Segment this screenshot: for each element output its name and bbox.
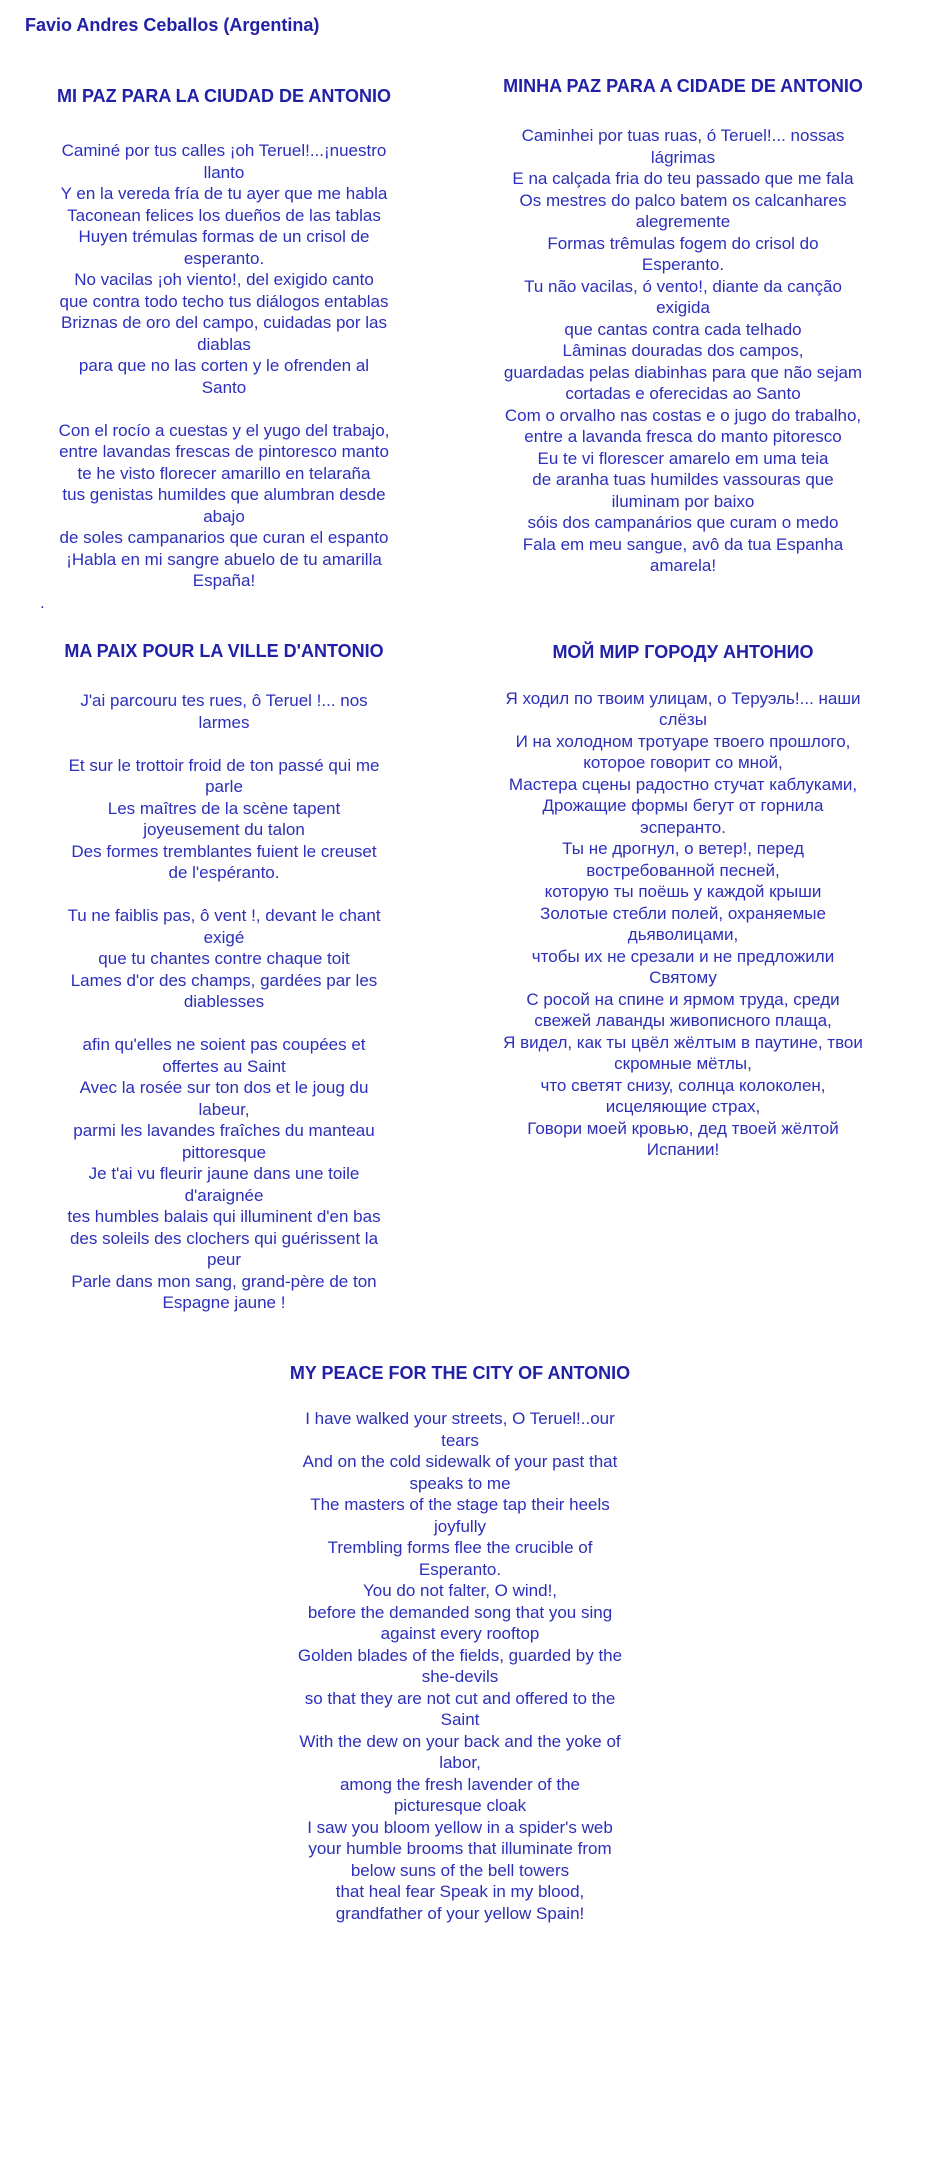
poem-line: You do not falter, O wind!, bbox=[362, 1581, 558, 1600]
poem-line: des soleils des clochers qui guérissent la bbox=[69, 1228, 379, 1248]
poem-line: Я видел, как ты цвёл жёлтым в паутине, твои bbox=[503, 1032, 863, 1052]
poem-line bbox=[28, 884, 420, 906]
poem-line: Tu não vacilas, ó vento!, diante da canção bbox=[524, 276, 842, 296]
poem-line: свежей лаванды живописного плаща, bbox=[534, 1011, 832, 1030]
poem-line: para que no las corten y le ofrenden al bbox=[78, 356, 370, 375]
poem-line: The masters of the stage tap their heels bbox=[310, 1495, 610, 1514]
poem-line: Huyen trémulas formas de un crisol de bbox=[78, 227, 370, 246]
poem-line: ¡Habla en mi sangre abuelo de tu amarilla bbox=[66, 549, 382, 569]
poem-line: afin qu'elles ne soient pas coupées et bbox=[82, 1035, 366, 1054]
poem-line: llanto bbox=[203, 162, 245, 182]
poem-line: peur bbox=[206, 1250, 242, 1269]
poem-line: labor, bbox=[439, 1753, 481, 1772]
poem-line: iluminam por baixo bbox=[611, 491, 755, 511]
poem-line: entre lavandas frescas de pintoresco manto bbox=[59, 442, 389, 461]
poem-line: Esperanto. bbox=[641, 255, 725, 274]
poem-line: exigida bbox=[656, 298, 710, 317]
poem-line: I have walked your streets, O Teruel!..our bbox=[305, 1409, 615, 1428]
poem-line bbox=[28, 733, 420, 755]
poem-russian-body bbox=[483, 688, 883, 1161]
poem-line: que tu chantes contre chaque toit bbox=[98, 949, 350, 968]
author-line: Favio Andres Ceballos (Argentina) bbox=[25, 15, 320, 35]
poem-line: parle bbox=[205, 777, 243, 796]
poem-line: I saw you bloom yellow in a spider's web bbox=[307, 1817, 613, 1837]
poem-line: Com o orvalho nas costas e o jugo do trabalho, bbox=[504, 405, 862, 425]
poem-line: te he visto florecer amarillo en telaraña bbox=[77, 463, 371, 483]
poem-line: d'araignée bbox=[184, 1185, 264, 1205]
poem-line: Lâminas douradas dos campos, bbox=[562, 341, 804, 360]
poem-line: Caminhei por tuas ruas, ó Teruel!... nossas bbox=[521, 126, 845, 145]
spanish-trailing-period: . bbox=[40, 592, 45, 612]
poem-line: amarela! bbox=[649, 556, 717, 575]
poem-english-body bbox=[250, 1408, 670, 1924]
poem-line: дьяволицами, bbox=[627, 925, 739, 944]
poem-line: joyfully bbox=[434, 1516, 486, 1536]
poem-line: pittoresque bbox=[181, 1142, 267, 1162]
poem-spanish-body bbox=[28, 140, 420, 592]
poem-line: Avec la rosée sur ton dos et le joug du bbox=[79, 1078, 369, 1097]
poem-line: diablas bbox=[197, 334, 251, 354]
poem-line: J'ai parcouru tes rues, ô Teruel !... nos bbox=[80, 691, 368, 710]
poem-line: that heal fear Speak in my blood, bbox=[335, 1882, 585, 1901]
poem-line: que contra todo techo tus diálogos entablas bbox=[59, 291, 389, 311]
poem-line: below suns of the bell towers bbox=[350, 1860, 570, 1880]
poem-line: esperanto. bbox=[183, 248, 265, 268]
poem-line: speaks to me bbox=[409, 1473, 511, 1493]
poem-line: востребованной песней, bbox=[586, 860, 780, 880]
poem-line: que cantas contra cada telhado bbox=[564, 319, 802, 339]
poem-line: she-devils bbox=[421, 1667, 499, 1686]
poem-line: Et sur le trottoir froid de ton passé qui me bbox=[68, 755, 380, 775]
poem-line: Je t'ai vu fleurir jaune dans une toile bbox=[88, 1164, 360, 1183]
poem-line: чтобы их не срезали и не предложили bbox=[531, 946, 835, 966]
poem-line: эсперанто. bbox=[640, 817, 726, 837]
poem-line: скромные мётлы, bbox=[614, 1054, 752, 1073]
poem-line: larmes bbox=[198, 712, 250, 732]
left-column bbox=[28, 85, 420, 1314]
poem-line: слёзы bbox=[659, 710, 707, 729]
poem-line: Briznas de oro del campo, cuidadas por las bbox=[60, 313, 387, 332]
poem-line: Lames d'or des champs, gardées par les bbox=[70, 970, 378, 990]
poem-line: E na calçada fria do teu passado que me fala bbox=[512, 169, 854, 188]
poem-line: tes humbles balais qui illuminent d'en bas bbox=[67, 1207, 381, 1226]
poem-line: Formas trêmulas fogem do crisol do bbox=[547, 233, 819, 253]
poem-line: No vacilas ¡oh viento!, del exigido canto bbox=[74, 270, 374, 289]
poem-line: Saint bbox=[440, 1710, 480, 1729]
poem-line: Ты не дрогнул, о ветер!, перед bbox=[562, 839, 804, 858]
poem-line: parmi les lavandes fraîches du manteau bbox=[73, 1121, 375, 1140]
poem-portuguese-body bbox=[483, 125, 883, 577]
poem-line: diablesses bbox=[183, 992, 265, 1011]
poem-title-french: MA PAIX POUR LA VILLE D'ANTONIO bbox=[64, 641, 384, 661]
poem-line: Des formes tremblantes fuient le creuset bbox=[71, 841, 377, 861]
poem-line: tus genistas humildes que alumbran desde bbox=[62, 485, 386, 504]
poem-title-portuguese: MINHA PAZ PARA A CIDADE DE ANTONIO bbox=[503, 76, 863, 96]
poem-line: Говори моей кровью, дед твоей жёлтой bbox=[527, 1118, 839, 1138]
poem-line: Con el rocío a cuestas y el yugo del trabajo, bbox=[58, 420, 390, 440]
english-section bbox=[250, 1362, 670, 1924]
poem-line: With the dew on your back and the yoke of bbox=[299, 1731, 621, 1751]
poem-line: lágrimas bbox=[650, 147, 716, 167]
poem-line: your humble brooms that illuminate from bbox=[308, 1839, 612, 1858]
poem-line: before the demanded song that you sing bbox=[307, 1602, 613, 1622]
poem-line: España! bbox=[192, 571, 256, 590]
poem-line: С росой на спине и ярмом труда, среди bbox=[526, 989, 840, 1009]
poem-line: And on the cold sidewalk of your past that bbox=[302, 1452, 618, 1471]
poem-title-russian: МОЙ МИР ГОРОДУ АНТОНИО bbox=[552, 641, 814, 662]
poem-line: against every rooftop bbox=[380, 1624, 540, 1643]
poem-line: Tu ne faiblis pas, ô vent !, devant le chant bbox=[67, 906, 381, 925]
poem-line: picturesque cloak bbox=[393, 1796, 527, 1815]
poem-line: Мастера сцены радостно стучат каблуками, bbox=[508, 774, 858, 794]
poem-line bbox=[28, 1013, 420, 1035]
poem-line: Золотые стебли полей, охраняемые bbox=[540, 903, 826, 923]
poem-line: Les maîtres de la scène tapent bbox=[107, 798, 341, 818]
poem-line: joyeusement du talon bbox=[143, 820, 305, 839]
poem-french-body bbox=[28, 690, 420, 1314]
poem-line: so that they are not cut and offered to the bbox=[304, 1688, 616, 1708]
poem-line: Parle dans mon sang, grand-père de ton bbox=[71, 1271, 377, 1291]
right-column bbox=[483, 75, 883, 1161]
poem-line: которую ты поёшь у каждой крыши bbox=[544, 882, 822, 901]
poem-line: Fala em meu sangue, avô da tua Espanha bbox=[522, 534, 844, 554]
poem-line: Eu te vi florescer amarelo em uma teia bbox=[537, 448, 829, 468]
poem-line: entre a lavanda fresca do manto pitoresco bbox=[524, 427, 842, 446]
poem-line: которое говорит со мной, bbox=[583, 753, 783, 772]
poem-line: Дрожащие формы бегут от горнила bbox=[542, 796, 824, 815]
poem-line: И на холодном тротуаре твоего прошлого, bbox=[515, 731, 851, 751]
poem-line: labeur, bbox=[198, 1099, 250, 1119]
poem-line: offertes au Saint bbox=[162, 1056, 286, 1076]
poem-line: abajo bbox=[203, 506, 245, 526]
poem-line: Esperanto. bbox=[418, 1559, 502, 1579]
poem-line: Golden blades of the fields, guarded by the bbox=[297, 1645, 623, 1665]
poem-line: de l'espéranto. bbox=[168, 863, 280, 882]
poem-line: de aranha tuas humildes vassouras que bbox=[532, 470, 834, 489]
poem-line: exigé bbox=[203, 927, 245, 947]
poem-line: Trembling forms flee the crucible of bbox=[327, 1538, 593, 1557]
poem-title-spanish: MI PAZ PARA LA CIUDAD DE ANTONIO bbox=[57, 86, 391, 106]
poem-line: alegremente bbox=[635, 212, 731, 231]
poem-line: de soles campanarios que curan el espanto bbox=[59, 528, 389, 547]
poem-line: что светят снизу, солнца колоколен, bbox=[540, 1075, 826, 1095]
poem-line: Caminé por tus calles ¡oh Teruel!...¡nuestro bbox=[61, 141, 387, 160]
poem-line: among the fresh lavender of the bbox=[339, 1774, 581, 1794]
poem-line: grandfather of your yellow Spain! bbox=[335, 1903, 585, 1923]
poem-line: Taconean felices los dueños de las tablas bbox=[67, 205, 381, 225]
poem-line bbox=[28, 398, 420, 420]
poem-line: sóis dos campanários que curam o medo bbox=[527, 513, 839, 532]
poem-line: Y en la vereda fría de tu ayer que me habla bbox=[60, 184, 388, 203]
poem-line: Святому bbox=[649, 968, 717, 987]
poem-line: Espagne jaune ! bbox=[162, 1293, 286, 1312]
poem-line: cortadas e oferecidas ao Santo bbox=[565, 384, 801, 403]
poem-line: исцеляющие страх, bbox=[605, 1097, 761, 1116]
poem-line: guardadas pelas diabinhas para que não sejam bbox=[503, 362, 863, 382]
poem-title-english: MY PEACE FOR THE CITY OF ANTONIO bbox=[289, 1363, 631, 1383]
poem-line: Я ходил по твоим улицам, о Теруэль!... наши bbox=[505, 688, 861, 708]
poem-line: Santo bbox=[201, 377, 247, 397]
poem-line: Испании! bbox=[646, 1140, 720, 1159]
poem-line: tears bbox=[441, 1430, 479, 1450]
poem-line: Os mestres do palco batem os calcanhares bbox=[519, 190, 847, 210]
